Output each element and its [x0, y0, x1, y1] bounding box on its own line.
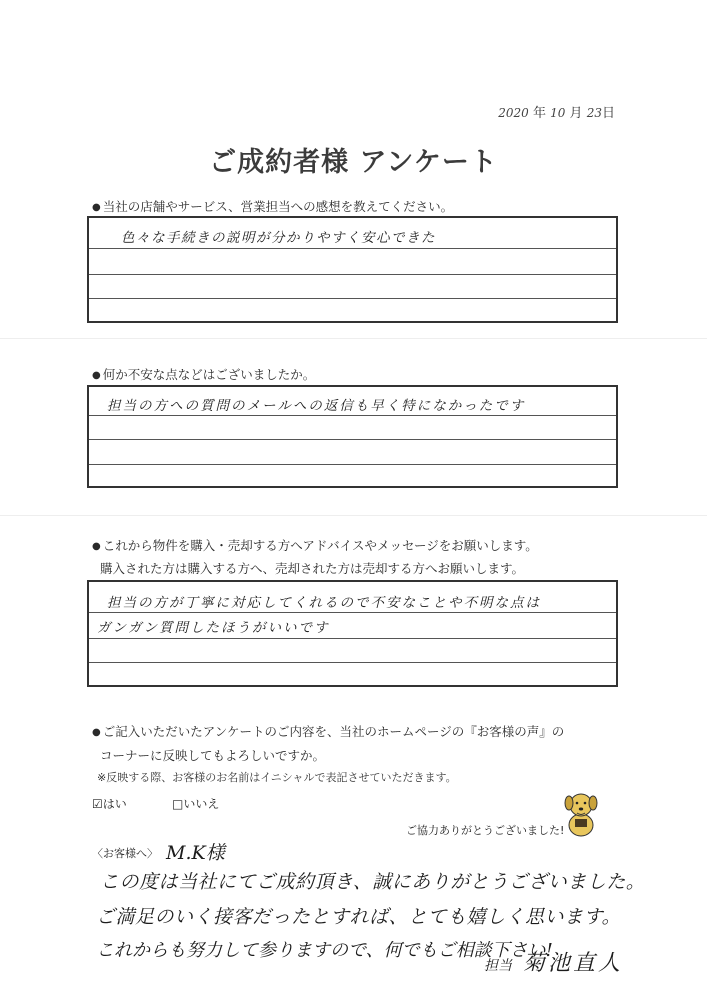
answer-2-text: 担当の方への質問のメールへの返信も早く特になかったです: [107, 398, 526, 414]
date-month: 10: [550, 106, 566, 120]
ruled-line: [89, 439, 616, 440]
ruled-line: [89, 638, 616, 639]
answer-1-text: 色々な手続きの説明が分かりやすく安心できた: [121, 230, 436, 246]
date-day: 23: [586, 106, 602, 120]
ruled-line: [89, 248, 616, 249]
fold-line: [0, 338, 707, 339]
answer-3-line-1: 担当の方が丁寧に対応してくれるので不安なことや不明な点は: [107, 595, 541, 611]
ruled-line: [89, 298, 616, 299]
fold-line: [0, 515, 707, 516]
ruled-line: [89, 274, 616, 275]
consent-no-label: いいえ: [183, 797, 220, 811]
consent-question-line-2: コーナーに反映してもよろしいですか。: [100, 748, 326, 763]
signature-role: 担当: [484, 958, 512, 974]
date-year: 2020: [498, 106, 529, 120]
consent-no-option[interactable]: [172, 795, 219, 812]
answer-3-line-2: ガンガン質問したほうがいいです: [97, 620, 330, 636]
form-date: [498, 102, 615, 121]
checkbox-checked-icon[interactable]: ☑: [92, 797, 103, 811]
message-line-3: これからも努力して参りますので、何でもご相談下さい!: [96, 940, 553, 961]
answer-box-3: [87, 580, 618, 687]
question-1: ● 当社の店舗やサービス、営業担当への感想を教えてください。: [92, 197, 453, 215]
consent-yes-option[interactable]: [92, 795, 127, 812]
question-2: ● 何か不安な点などはございましたか。: [92, 365, 315, 383]
message-line-1: この度は当社にてご成約頂き、誠にありがとうございました。: [100, 871, 646, 893]
date-month-unit: 月: [569, 106, 583, 121]
question-3-subline: 購入された方は購入する方へ、売却された方は売却する方へお願いします。: [100, 561, 525, 576]
message-line-2: ご満足のいく接客だったとすれば、とても嬉しく思います。: [96, 906, 621, 928]
dog-mascot-icon: [558, 790, 604, 838]
date-day-unit: 日: [601, 106, 615, 121]
date-year-unit: 年: [532, 106, 546, 121]
customer-name: M.K様: [166, 842, 225, 864]
ruled-line: [89, 415, 616, 416]
page-title: ご成約者様 アンケート: [209, 147, 498, 178]
consent-question: ● ご記入いただいたアンケートのご内容を、当社のホームページの『お客様の声』の: [92, 722, 564, 740]
consent-yes-label: はい: [102, 797, 127, 811]
signature-name: 菊池直人: [523, 951, 624, 976]
checkbox-empty-icon[interactable]: □: [172, 797, 184, 811]
answer-box-1: [87, 216, 618, 323]
ruled-line: [89, 662, 616, 663]
to-customer-label: 〈お客様へ〉: [92, 847, 158, 860]
ruled-line: [89, 464, 616, 465]
thanks-message: ご協力ありがとうございました!: [406, 824, 565, 837]
ruled-line: [89, 612, 616, 613]
question-3: ● これから物件を購入・売却する方へアドバイスやメッセージをお願いします。: [92, 536, 538, 554]
answer-box-2: [87, 385, 618, 488]
consent-note: ※反映する際、お客様のお名前はイニシャルで表記させていただきます。: [97, 771, 457, 784]
